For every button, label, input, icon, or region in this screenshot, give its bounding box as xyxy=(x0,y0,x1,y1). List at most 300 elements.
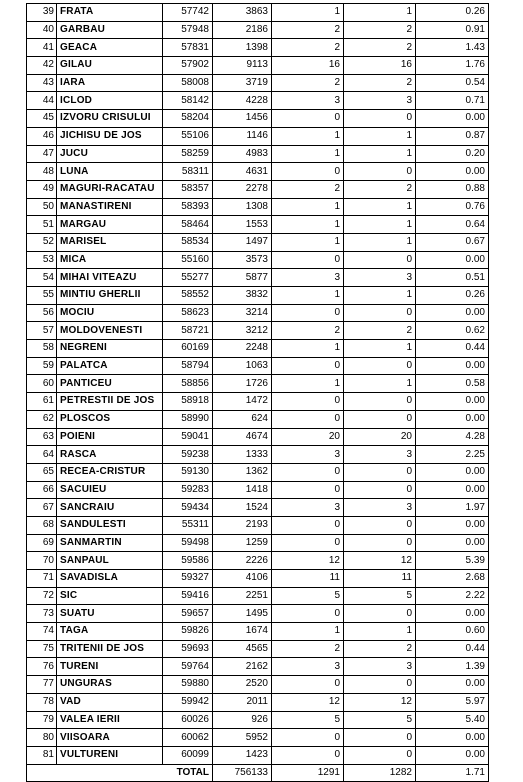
population-cell: 2251 xyxy=(213,587,272,605)
row-number-cell: 53 xyxy=(27,251,57,269)
rate-cell: 1.39 xyxy=(416,658,489,676)
population-cell: 1524 xyxy=(213,499,272,517)
rate-cell: 0.00 xyxy=(416,110,489,128)
value-a-cell: 3 xyxy=(272,92,344,110)
value-a-cell: 0 xyxy=(272,605,344,623)
value-a-cell: 5 xyxy=(272,587,344,605)
table-row xyxy=(27,410,489,428)
row-number-cell: 80 xyxy=(27,729,57,747)
code-cell: 58990 xyxy=(163,410,213,428)
population-cell: 4674 xyxy=(213,428,272,446)
population-cell: 624 xyxy=(213,410,272,428)
rate-cell: 5.97 xyxy=(416,693,489,711)
population-cell: 2193 xyxy=(213,516,272,534)
value-b-cell: 3 xyxy=(344,658,416,676)
table-row xyxy=(27,269,489,287)
value-a-cell: 2 xyxy=(272,39,344,57)
value-a-cell: 0 xyxy=(272,746,344,764)
table-row xyxy=(27,587,489,605)
population-cell: 1398 xyxy=(213,39,272,57)
value-a-cell: 12 xyxy=(272,552,344,570)
table-row xyxy=(27,163,489,181)
code-cell: 59327 xyxy=(163,570,213,588)
table-row xyxy=(27,145,489,163)
value-b-cell: 2 xyxy=(344,74,416,92)
code-cell: 59764 xyxy=(163,658,213,676)
value-a-cell: 0 xyxy=(272,534,344,552)
locality-name-cell: VIISOARA xyxy=(57,729,163,747)
value-a-cell: 16 xyxy=(272,57,344,75)
rate-cell: 2.22 xyxy=(416,587,489,605)
locality-name-cell: MARISEL xyxy=(57,233,163,251)
value-a-cell: 0 xyxy=(272,463,344,481)
value-b-cell: 1 xyxy=(344,287,416,305)
row-number-cell: 41 xyxy=(27,39,57,57)
locality-name-cell: VALEA IERII xyxy=(57,711,163,729)
value-a-cell: 20 xyxy=(272,428,344,446)
code-cell: 58357 xyxy=(163,180,213,198)
code-cell: 55106 xyxy=(163,127,213,145)
population-cell: 4228 xyxy=(213,92,272,110)
table-row xyxy=(27,658,489,676)
rate-cell: 0.00 xyxy=(416,605,489,623)
row-number-cell: 52 xyxy=(27,233,57,251)
value-b-cell: 3 xyxy=(344,499,416,517)
row-number-cell: 72 xyxy=(27,587,57,605)
value-a-cell: 0 xyxy=(272,516,344,534)
rate-cell: 0.64 xyxy=(416,216,489,234)
locality-name-cell: UNGURAS xyxy=(57,676,163,694)
value-b-cell: 1 xyxy=(344,340,416,358)
row-number-cell: 60 xyxy=(27,375,57,393)
code-cell: 57742 xyxy=(163,4,213,22)
table-row xyxy=(27,729,489,747)
table-row xyxy=(27,4,489,22)
rate-cell: 0.00 xyxy=(416,410,489,428)
population-cell: 2278 xyxy=(213,180,272,198)
code-cell: 59880 xyxy=(163,676,213,694)
value-b-cell: 0 xyxy=(344,110,416,128)
value-b-cell: 0 xyxy=(344,746,416,764)
code-cell: 59041 xyxy=(163,428,213,446)
code-cell: 60026 xyxy=(163,711,213,729)
locality-name-cell: MANASTIRENI xyxy=(57,198,163,216)
row-number-cell: 46 xyxy=(27,127,57,145)
rate-cell: 0.00 xyxy=(416,729,489,747)
locality-name-cell: ICLOD xyxy=(57,92,163,110)
rate-cell: 5.40 xyxy=(416,711,489,729)
value-b-cell: 0 xyxy=(344,605,416,623)
locality-name-cell: MIHAI VITEAZU xyxy=(57,269,163,287)
code-cell: 59826 xyxy=(163,623,213,641)
code-cell: 58393 xyxy=(163,198,213,216)
total-col4: 1291 xyxy=(272,764,344,782)
value-a-cell: 2 xyxy=(272,21,344,39)
row-number-cell: 56 xyxy=(27,304,57,322)
value-a-cell: 0 xyxy=(272,163,344,181)
locality-name-cell: VULTURENI xyxy=(57,746,163,764)
data-table xyxy=(26,3,489,782)
value-b-cell: 0 xyxy=(344,516,416,534)
code-cell: 59130 xyxy=(163,463,213,481)
table-row xyxy=(27,180,489,198)
code-cell: 58142 xyxy=(163,92,213,110)
code-cell: 55160 xyxy=(163,251,213,269)
value-b-cell: 1 xyxy=(344,233,416,251)
population-cell: 926 xyxy=(213,711,272,729)
value-a-cell: 12 xyxy=(272,693,344,711)
locality-name-cell: MAGURI-RACATAU xyxy=(57,180,163,198)
row-number-cell: 78 xyxy=(27,693,57,711)
value-a-cell: 2 xyxy=(272,180,344,198)
rate-cell: 0.67 xyxy=(416,233,489,251)
table-row xyxy=(27,57,489,75)
rate-cell: 1.43 xyxy=(416,39,489,57)
rate-cell: 0.00 xyxy=(416,393,489,411)
row-number-cell: 68 xyxy=(27,516,57,534)
value-b-cell: 0 xyxy=(344,251,416,269)
locality-name-cell: GEACA xyxy=(57,39,163,57)
value-b-cell: 0 xyxy=(344,163,416,181)
population-cell: 2011 xyxy=(213,693,272,711)
code-cell: 59586 xyxy=(163,552,213,570)
population-cell: 1146 xyxy=(213,127,272,145)
population-cell: 5952 xyxy=(213,729,272,747)
rate-cell: 0.58 xyxy=(416,375,489,393)
row-number-cell: 65 xyxy=(27,463,57,481)
row-number-cell: 69 xyxy=(27,534,57,552)
population-cell: 1418 xyxy=(213,481,272,499)
row-number-cell: 70 xyxy=(27,552,57,570)
row-number-cell: 76 xyxy=(27,658,57,676)
rate-cell: 0.00 xyxy=(416,304,489,322)
value-a-cell: 2 xyxy=(272,74,344,92)
code-cell: 59693 xyxy=(163,640,213,658)
value-b-cell: 3 xyxy=(344,446,416,464)
table-row xyxy=(27,676,489,694)
table-row xyxy=(27,711,489,729)
row-number-cell: 43 xyxy=(27,74,57,92)
row-number-cell: 45 xyxy=(27,110,57,128)
row-number-cell: 61 xyxy=(27,393,57,411)
population-cell: 3863 xyxy=(213,4,272,22)
rate-cell: 0.91 xyxy=(416,21,489,39)
table-row xyxy=(27,127,489,145)
value-b-cell: 11 xyxy=(344,570,416,588)
rate-cell: 1.76 xyxy=(416,57,489,75)
value-a-cell: 1 xyxy=(272,127,344,145)
table-row xyxy=(27,463,489,481)
code-cell: 58008 xyxy=(163,74,213,92)
code-cell: 58464 xyxy=(163,216,213,234)
locality-name-cell: TURENI xyxy=(57,658,163,676)
locality-name-cell: SIC xyxy=(57,587,163,605)
value-b-cell: 0 xyxy=(344,410,416,428)
row-number-cell: 57 xyxy=(27,322,57,340)
row-number-cell: 59 xyxy=(27,357,57,375)
locality-name-cell: SAVADISLA xyxy=(57,570,163,588)
rate-cell: 2.68 xyxy=(416,570,489,588)
row-number-cell: 42 xyxy=(27,57,57,75)
rate-cell: 4.28 xyxy=(416,428,489,446)
rate-cell: 0.00 xyxy=(416,534,489,552)
code-cell: 59416 xyxy=(163,587,213,605)
rate-cell: 0.26 xyxy=(416,4,489,22)
code-cell: 59657 xyxy=(163,605,213,623)
table-row xyxy=(27,304,489,322)
total-blank-cell xyxy=(27,764,57,782)
rate-cell: 0.20 xyxy=(416,145,489,163)
value-a-cell: 0 xyxy=(272,676,344,694)
code-cell: 60062 xyxy=(163,729,213,747)
row-number-cell: 54 xyxy=(27,269,57,287)
value-a-cell: 11 xyxy=(272,570,344,588)
value-a-cell: 2 xyxy=(272,322,344,340)
value-a-cell: 0 xyxy=(272,481,344,499)
value-a-cell: 1 xyxy=(272,4,344,22)
table-row xyxy=(27,552,489,570)
rate-cell: 5.39 xyxy=(416,552,489,570)
table-row xyxy=(27,357,489,375)
table-row xyxy=(27,198,489,216)
locality-name-cell: NEGRENI xyxy=(57,340,163,358)
table-row xyxy=(27,428,489,446)
population-cell: 4631 xyxy=(213,163,272,181)
value-b-cell: 0 xyxy=(344,463,416,481)
value-b-cell: 0 xyxy=(344,393,416,411)
row-number-cell: 77 xyxy=(27,676,57,694)
rate-cell: 0.44 xyxy=(416,640,489,658)
table-row xyxy=(27,375,489,393)
population-cell: 1674 xyxy=(213,623,272,641)
locality-name-cell: SUATU xyxy=(57,605,163,623)
code-cell: 58918 xyxy=(163,393,213,411)
value-b-cell: 1 xyxy=(344,375,416,393)
locality-name-cell: MICA xyxy=(57,251,163,269)
population-cell: 9113 xyxy=(213,57,272,75)
value-b-cell: 0 xyxy=(344,729,416,747)
value-a-cell: 1 xyxy=(272,375,344,393)
rate-cell: 0.00 xyxy=(416,746,489,764)
population-cell: 1495 xyxy=(213,605,272,623)
rate-cell: 0.88 xyxy=(416,180,489,198)
population-cell: 1423 xyxy=(213,746,272,764)
value-a-cell: 1 xyxy=(272,287,344,305)
rate-cell: 0.44 xyxy=(416,340,489,358)
population-cell: 1063 xyxy=(213,357,272,375)
code-cell: 58794 xyxy=(163,357,213,375)
total-label: TOTAL xyxy=(57,764,213,782)
code-cell: 59283 xyxy=(163,481,213,499)
table-row xyxy=(27,393,489,411)
table-row xyxy=(27,340,489,358)
value-a-cell: 0 xyxy=(272,304,344,322)
code-cell: 58259 xyxy=(163,145,213,163)
value-b-cell: 3 xyxy=(344,92,416,110)
locality-name-cell: SANCRAIU xyxy=(57,499,163,517)
rate-cell: 0.00 xyxy=(416,357,489,375)
locality-name-cell: PLOSCOS xyxy=(57,410,163,428)
locality-name-cell: PALATCA xyxy=(57,357,163,375)
population-cell: 2520 xyxy=(213,676,272,694)
locality-name-cell: GILAU xyxy=(57,57,163,75)
code-cell: 55311 xyxy=(163,516,213,534)
value-b-cell: 1 xyxy=(344,198,416,216)
rate-cell: 0.00 xyxy=(416,481,489,499)
locality-name-cell: SANMARTIN xyxy=(57,534,163,552)
row-number-cell: 51 xyxy=(27,216,57,234)
value-a-cell: 2 xyxy=(272,640,344,658)
value-b-cell: 16 xyxy=(344,57,416,75)
locality-name-cell: SANPAUL xyxy=(57,552,163,570)
value-a-cell: 1 xyxy=(272,623,344,641)
locality-name-cell: JUCU xyxy=(57,145,163,163)
population-cell: 2162 xyxy=(213,658,272,676)
rate-cell: 0.62 xyxy=(416,322,489,340)
code-cell: 58856 xyxy=(163,375,213,393)
code-cell: 58721 xyxy=(163,322,213,340)
locality-name-cell: POIENI xyxy=(57,428,163,446)
locality-name-cell: TAGA xyxy=(57,623,163,641)
row-number-cell: 64 xyxy=(27,446,57,464)
value-a-cell: 3 xyxy=(272,499,344,517)
value-b-cell: 5 xyxy=(344,587,416,605)
table-row xyxy=(27,21,489,39)
value-b-cell: 2 xyxy=(344,640,416,658)
rate-cell: 0.76 xyxy=(416,198,489,216)
row-number-cell: 49 xyxy=(27,180,57,198)
total-row xyxy=(27,764,489,782)
rate-cell: 0.00 xyxy=(416,516,489,534)
locality-name-cell: LUNA xyxy=(57,163,163,181)
locality-name-cell: SACUIEU xyxy=(57,481,163,499)
value-b-cell: 2 xyxy=(344,180,416,198)
population-cell: 4106 xyxy=(213,570,272,588)
table-row xyxy=(27,110,489,128)
code-cell: 57831 xyxy=(163,39,213,57)
rate-cell: 0.00 xyxy=(416,463,489,481)
code-cell: 59498 xyxy=(163,534,213,552)
locality-name-cell: TRITENII DE JOS xyxy=(57,640,163,658)
code-cell: 57948 xyxy=(163,21,213,39)
population-cell: 2186 xyxy=(213,21,272,39)
rate-cell: 1.97 xyxy=(416,499,489,517)
value-b-cell: 2 xyxy=(344,39,416,57)
table-row xyxy=(27,534,489,552)
value-b-cell: 5 xyxy=(344,711,416,729)
locality-name-cell: FRATA xyxy=(57,4,163,22)
locality-name-cell: MOCIU xyxy=(57,304,163,322)
value-b-cell: 0 xyxy=(344,481,416,499)
value-b-cell: 0 xyxy=(344,304,416,322)
population-cell: 1472 xyxy=(213,393,272,411)
code-cell: 58204 xyxy=(163,110,213,128)
code-cell: 58534 xyxy=(163,233,213,251)
row-number-cell: 66 xyxy=(27,481,57,499)
row-number-cell: 79 xyxy=(27,711,57,729)
value-b-cell: 12 xyxy=(344,552,416,570)
locality-name-cell: IARA xyxy=(57,74,163,92)
row-number-cell: 48 xyxy=(27,163,57,181)
rate-cell: 0.87 xyxy=(416,127,489,145)
locality-name-cell: JICHISU DE JOS xyxy=(57,127,163,145)
row-number-cell: 71 xyxy=(27,570,57,588)
population-cell: 4565 xyxy=(213,640,272,658)
rate-cell: 0.00 xyxy=(416,163,489,181)
table-row xyxy=(27,746,489,764)
row-number-cell: 40 xyxy=(27,21,57,39)
row-number-cell: 58 xyxy=(27,340,57,358)
rate-cell: 0.60 xyxy=(416,623,489,641)
table-row xyxy=(27,233,489,251)
population-cell: 1308 xyxy=(213,198,272,216)
table-row xyxy=(27,605,489,623)
population-cell: 3214 xyxy=(213,304,272,322)
value-a-cell: 1 xyxy=(272,340,344,358)
table-row xyxy=(27,92,489,110)
code-cell: 60169 xyxy=(163,340,213,358)
population-cell: 5877 xyxy=(213,269,272,287)
value-a-cell: 5 xyxy=(272,711,344,729)
value-b-cell: 1 xyxy=(344,127,416,145)
locality-name-cell: IZVORU CRISULUI xyxy=(57,110,163,128)
table-row xyxy=(27,623,489,641)
value-a-cell: 0 xyxy=(272,393,344,411)
rate-cell: 0.00 xyxy=(416,676,489,694)
population-cell: 1726 xyxy=(213,375,272,393)
population-cell: 1456 xyxy=(213,110,272,128)
population-cell: 4983 xyxy=(213,145,272,163)
code-cell: 58552 xyxy=(163,287,213,305)
code-cell: 60099 xyxy=(163,746,213,764)
code-cell: 59238 xyxy=(163,446,213,464)
value-a-cell: 3 xyxy=(272,269,344,287)
value-a-cell: 1 xyxy=(272,233,344,251)
value-b-cell: 2 xyxy=(344,322,416,340)
value-a-cell: 1 xyxy=(272,216,344,234)
locality-name-cell: MINTIU GHERLII xyxy=(57,287,163,305)
population-cell: 2248 xyxy=(213,340,272,358)
locality-name-cell: GARBAU xyxy=(57,21,163,39)
total-col5: 1282 xyxy=(344,764,416,782)
table-row xyxy=(27,516,489,534)
locality-name-cell: MOLDOVENESTI xyxy=(57,322,163,340)
locality-name-cell: PETRESTII DE JOS xyxy=(57,393,163,411)
population-cell: 1259 xyxy=(213,534,272,552)
locality-name-cell: PANTICEU xyxy=(57,375,163,393)
population-cell: 2226 xyxy=(213,552,272,570)
row-number-cell: 73 xyxy=(27,605,57,623)
rate-cell: 0.26 xyxy=(416,287,489,305)
row-number-cell: 55 xyxy=(27,287,57,305)
locality-name-cell: RECEA-CRISTUR xyxy=(57,463,163,481)
table-row xyxy=(27,39,489,57)
row-number-cell: 63 xyxy=(27,428,57,446)
value-a-cell: 3 xyxy=(272,446,344,464)
value-a-cell: 0 xyxy=(272,410,344,428)
table-row xyxy=(27,570,489,588)
population-cell: 3719 xyxy=(213,74,272,92)
value-b-cell: 0 xyxy=(344,534,416,552)
row-number-cell: 50 xyxy=(27,198,57,216)
table-row xyxy=(27,499,489,517)
rate-cell: 0.00 xyxy=(416,251,489,269)
locality-name-cell: SANDULESTI xyxy=(57,516,163,534)
code-cell: 58311 xyxy=(163,163,213,181)
value-b-cell: 0 xyxy=(344,357,416,375)
row-number-cell: 47 xyxy=(27,145,57,163)
value-b-cell: 2 xyxy=(344,21,416,39)
